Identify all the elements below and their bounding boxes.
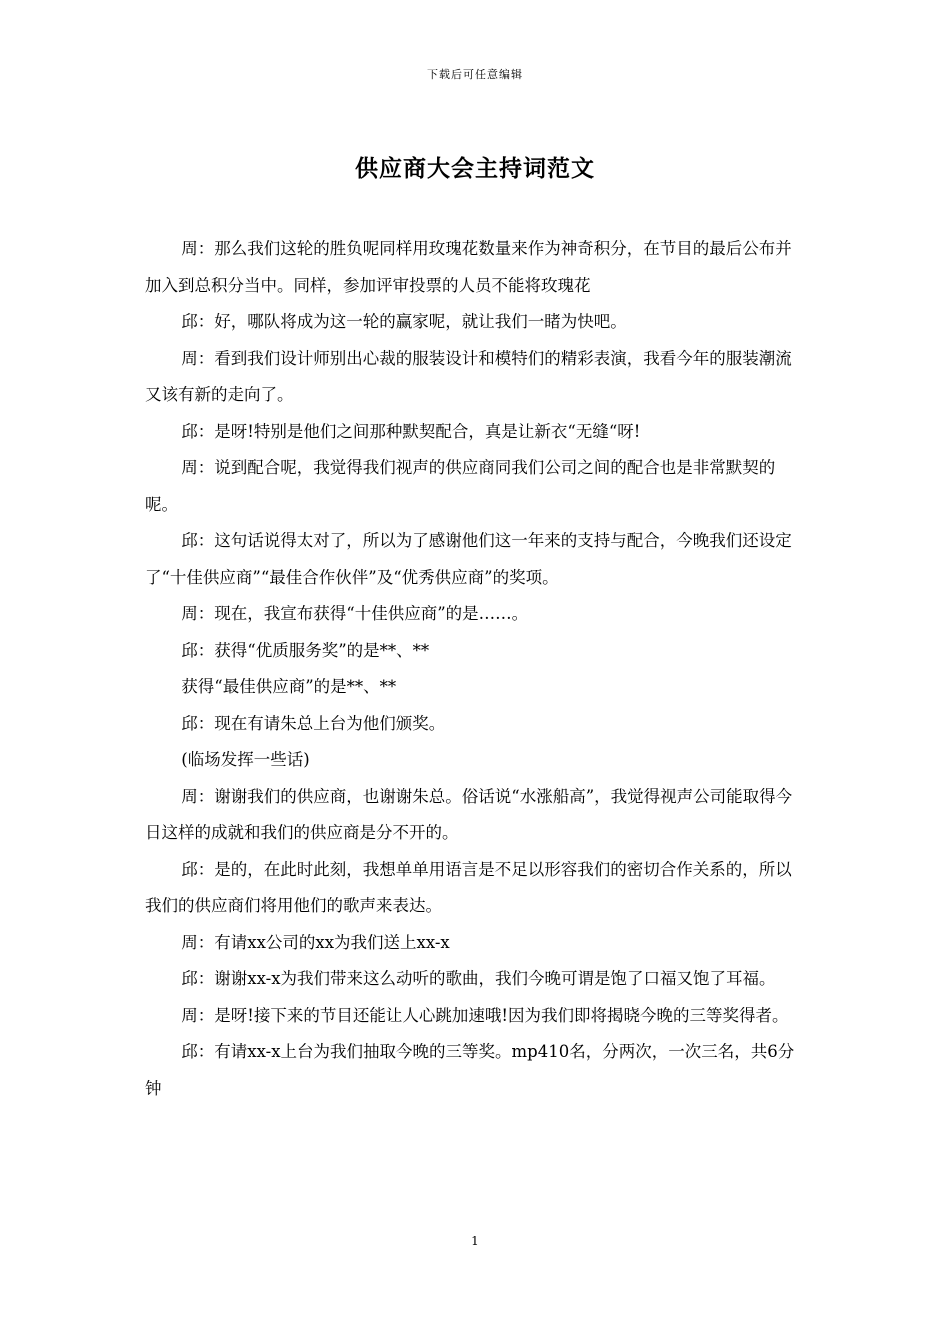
paragraph: 周：是呀!接下来的节目还能让人心跳加速哦!因为我们即将揭晓今晚的三等奖得者。 (181, 1005, 789, 1025)
paragraph: 周：说到配合呢，我觉得我们视声的供应商同我们公司之间的配合也是非常默契的呢。 (145, 458, 776, 514)
paragraph: 周：有请xx公司的xx为我们送上xx-x (181, 932, 450, 952)
paragraph: 邱：这句话说得太对了，所以为了感谢他们这一年来的支持与配合，今晚我们还设定了“十佳供应商”“最佳合作伙伴”及“优秀供应商”的奖项。 (145, 531, 792, 587)
paragraph: 邱：是的，在此时此刻，我想单单用语言是不足以形容我们的密切合作关系的，所以我们的供应商们将用他们的歌声来表达。 (145, 859, 792, 915)
paragraph: (临场发挥一些话) (181, 750, 310, 769)
document-body (145, 231, 806, 1107)
page-number: 1 (471, 1234, 479, 1248)
paragraph: 邱：获得“优质服务奖”的是**、** (181, 640, 430, 660)
paragraph: 周：那么我们这轮的胜负呢同样用玫瑰花数量来作为神奇积分，在节目的最后公布并加入到总积分当中。同样，参加评审投票的人员不能将玫瑰花 (145, 239, 792, 295)
paragraph: 获得“最佳供应商”的是**、** (181, 677, 397, 696)
paragraph: 周：现在，我宣布获得“十佳供应商”的是……。 (181, 604, 529, 623)
header-note: 下载后可任意编辑 (427, 68, 523, 81)
paragraph: 邱：现在有请朱总上台为他们颁奖。 (181, 713, 446, 733)
paragraph: 周：谢谢我们的供应商，也谢谢朱总。俗话说“水涨船高”，我觉得视声公司能取得今日这样的成就和我们的供应商是分不开的。 (145, 786, 793, 842)
document-title: 供应商大会主持词范文 (355, 155, 595, 182)
paragraph: 邱：好，哪队将成为这一轮的赢家呢，就让我们一睹为快吧。 (181, 312, 627, 331)
paragraph: 邱：谢谢xx-x为我们带来这么动听的歌曲，我们今晚可谓是饱了口福又饱了耳福。 (181, 969, 776, 988)
paragraph: 邱：有请xx-x上台为我们抽取今晚的三等奖。mp410名，分两次，一次三名，共6分钟 (145, 1042, 795, 1098)
paragraph: 邱：是呀!特别是他们之间那种默契配合，真是让新衣“无缝“呀! (181, 421, 641, 441)
paragraph: 周：看到我们设计师别出心裁的服装设计和模特们的精彩表演，我看今年的服装潮流又该有新的走向了。 (145, 348, 792, 404)
